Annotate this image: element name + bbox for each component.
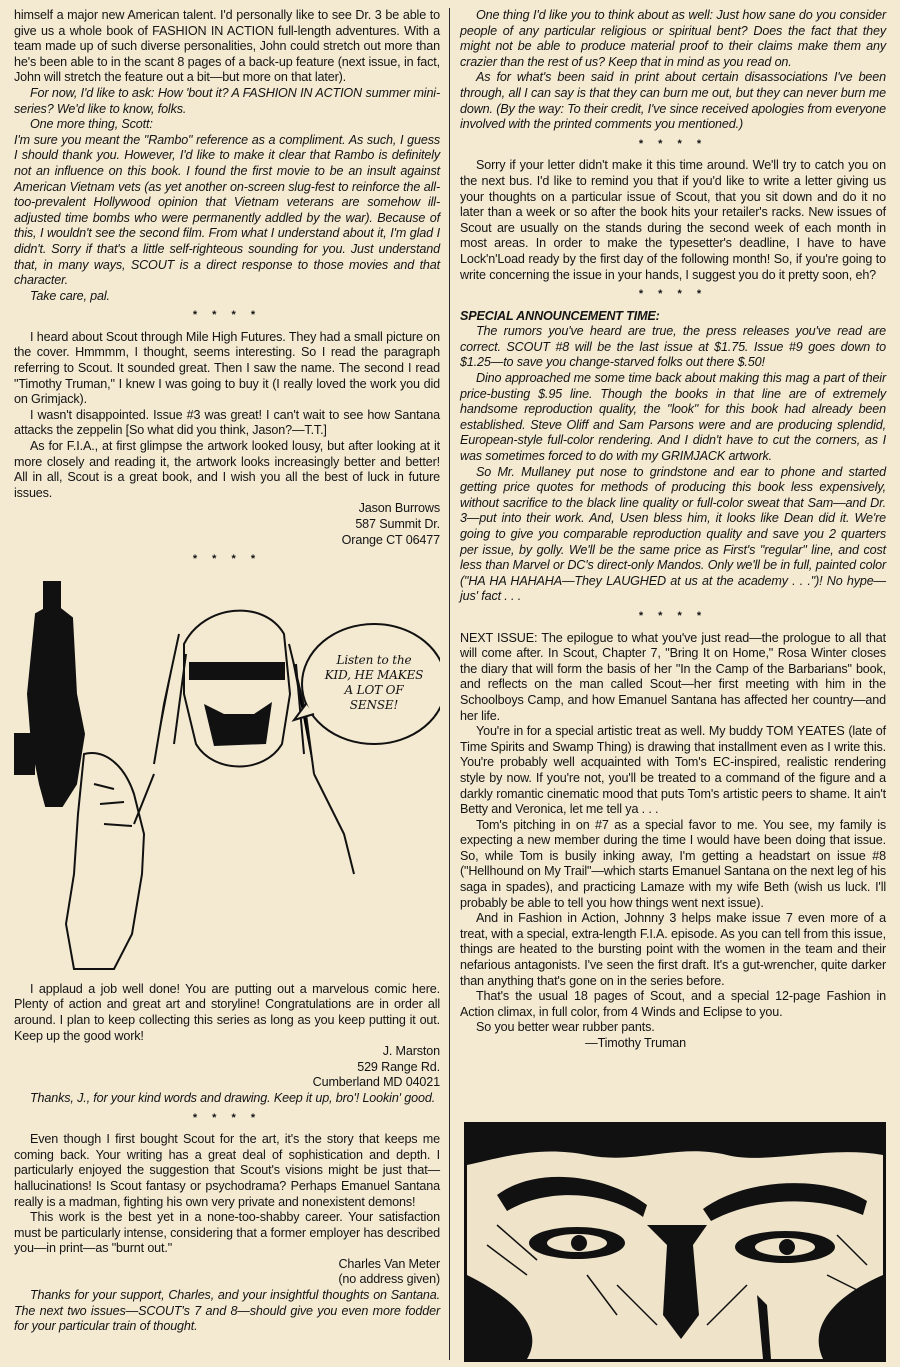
signature-name: Jason Burrows <box>358 501 440 516</box>
signature-name: Charles Van Meter <box>338 1256 440 1271</box>
section-separator: * * * * <box>638 609 708 622</box>
section-separator: * * * * <box>192 1111 262 1124</box>
speech-bubble-text: Listen to the KID, HE MAKES A LOT OF SENSE! <box>324 652 424 712</box>
paragraph: Sorry if your letter didn't make it this time around. We'll try to catch you on the next bus. I'd like to remind you that if you'd like to write a letter giving us your thoughts on a particular issue of Scout, that you sit down and do it no later than a week or so after the book hits your retailer's racks. New issues of Scout are usually on the stands during the second week of each month in most areas. In order to make the typesetter's deadline, I have to have Lock'n'Load ready by the first day of the following month! So, if you're going to write concerning the issue in your hands, I suggest you do it pretty soon, eh? <box>460 158 886 282</box>
signature-address: 587 Summit Dr. <box>355 517 440 531</box>
paragraph: One thing I'd like you to think about as well: Just how sane do you consider people of any particular religious or spiritual bent? Does the fact that they might not be able to produce material proof to their claims make them any crazier than the rest of us? Keep that in mind as you read on. <box>460 8 886 69</box>
letter-paragraph: Even though I first bought Scout for the art, it's the story that keeps me coming back. Your writing has a great deal of sophistication and depth. I particularly enjoyed the suggestion that Scout's visions might be just that—hallucinations! Is Scout fantasy or psychodrama? Perhaps Emanuel Santana really is a madman, fighting his own very private and nonexistent demons! <box>14 1132 440 1209</box>
paragraph: As for what's been said in print about certain disassociations I've been through, all I can say is that they can burn me out, but they can never burn me down. (By the way: To their credit, I've since received apologies from everyone involved with the printed comments you mentioned.) <box>460 70 886 132</box>
signature-name: J. Marston <box>382 1044 440 1059</box>
eyes-svg <box>467 1125 883 1359</box>
letter-paragraph: I heard about Scout through Mile High Futures. They had a small picture on the cover. Hmmmm, I thought, seems interesting. So I read the paragraph referring to Scout. It sounded great. Then I saw the name. The second I read "Timothy Truman," I knew I was going to buy it (I really loved the work you did on Grimjack). <box>14 329 440 407</box>
reply-paragraph: Thanks, J., for your kind words and drawing. Keep it up, bro'! Lookin' good. <box>30 1090 436 1105</box>
paragraph: Take care, pal. <box>30 288 110 303</box>
letter-paragraph: This work is the best yet in a none-too-shabby career. Your satisfaction must be particularly intense, considering that a former employer has described you—in print—as "burnt out." <box>14 1210 440 1256</box>
reply-paragraph: Thanks for your support, Charles, and your insightful thoughts on Santana. The next two issues—SCOUT's 7 and 8—should give you even more fodder for your particular train of thought. <box>14 1288 440 1334</box>
next-issue-paragraph: So you better wear rubber pants. <box>476 1020 655 1035</box>
signoff: —Timothy Truman <box>585 1036 686 1050</box>
letter-paragraph: I applaud a job well done! You are putting out a marvelous comic here. Plenty of action and great art and storyline! Congratulations are in order all around. I plan to keep collecting this series as long as you keep putting it out. Keep up the good work! <box>14 981 440 1043</box>
announcement-heading: SPECIAL ANNOUNCEMENT TIME: <box>460 308 660 323</box>
announcement-paragraph: The rumors you've heard are true, the press releases you've read are correct. SCOUT #8 will be the last issue at $1.75. Issue #9 goes down to $1.25—to save you change-starved folks out there $.50! <box>460 324 886 370</box>
next-issue-paragraph: NEXT ISSUE: The epilogue to what you've just read—the prologue to all that will come after. In Scout, Chapter 7, "Bring It on Home," Rosa Winter closes the diary that will form the basis of her "In the Camp of the Barbarians" book, and reflects on the man called Scout—her first meeting with him in the Schoolboys Camp, and how Emanuel Santana has affected her country—and her life. <box>460 630 886 723</box>
closeup-eyes-illustration <box>464 1122 886 1362</box>
drawing-svg <box>14 574 440 974</box>
reader-drawing <box>14 574 440 974</box>
signature-address: (no address given) <box>338 1272 440 1287</box>
next-issue-paragraph: You're in for a special artistic treat as well. My buddy TOM YEATES (late of Time Spirits and Swamp Thing) is drawing that installment even as I write this. You're probably well acquainted with Tom's EC-inspired, realistic rendering style by now. If you're not, you'll be treated to a command of the figure and a darkly romantic cinematic mood that puts Tom's artistic peers to shame. It ain't Betty and Veronica, let me tell ya . . . <box>460 724 886 817</box>
letter-paragraph: I wasn't disappointed. Issue #3 was great! I can't wait to see how Santana attacks the zeppelin [So what did you think, Jason?—T.T.] <box>14 407 440 438</box>
announcement-paragraph: Dino approached me some time back about making this mag a part of their price-busting $.95 line. Though the books in that line are of extremely handsome reproduction quality, the "look" for this book had already been established. Steve Oliff and Sam Parsons were and are producing splendid, European-style full-color rendering. And I didn't have to cut the corners, as I was sometimes forced to do with my GRIMJACK artwork. <box>460 371 886 464</box>
signature-city: Cumberland MD 04021 <box>312 1075 440 1090</box>
right-column <box>460 8 886 1052</box>
paragraph: One more thing, Scott: <box>30 117 153 132</box>
paragraph: himself a major new American talent. I'd personally like to see Dr. 3 be able to give us a whole book of FASHION IN ACTION full-length adventures. With a team made up of such diverse personalities, John could stretch out more than he's been able to in the scant 8 pages of a back-up feature (next issue, in fact, John will stretch the feature out a bit—but more on that later). <box>14 8 440 85</box>
section-separator: * * * * <box>192 309 262 322</box>
signature-address: 529 Range Rd. <box>357 1059 440 1074</box>
paragraph: For now, I'd like to ask: How 'bout it? A FASHION IN ACTION summer mini-series? We'd like to know, folks. <box>14 85 440 116</box>
next-issue-paragraph: That's the usual 18 pages of Scout, and a special 12-page Fashion in Action climax, in full color, from 4 Winds and Eclipse to you. <box>460 989 886 1019</box>
next-issue-paragraph: And in Fashion in Action, Johnny 3 helps make issue 7 even more of a treat, with a special, extra-length F.I.A. episode. As you can tell from this issue, things are heated to the bursting point with the women in the team and their nefarious antagonists. I've seen the first draft. It's a gut-wrencher, quite darker than anything that's gone on in the series before. <box>460 911 886 988</box>
column-divider <box>449 8 450 1360</box>
section-separator: * * * * <box>638 137 708 150</box>
section-separator: * * * * <box>192 553 262 566</box>
next-issue-paragraph: Tom's pitching in on #7 as a special favor to me. You see, my family is expecting a new member during the time I would have been doing that issue. So, while Tom is busily inking away, I'm getting a headstart on issue #8 ("Hellhound on My Trail"—which starts Emanuel Santana on the next leg of his saga in spades), and practicing Lamaze with my wife Beth (wish us luck. I'll probably be able to tell you how things went next issue). <box>460 817 886 910</box>
paragraph: I'm sure you meant the "Rambo" reference as a compliment. As such, I guess I should thank you. However, I'd like to make it clear that Rambo is definitely not an influence on this book. I found the first movie to be an insult against American Vietnam vets (as yet another on-screen slug-fest to reinforce the all-too-prevalent Hollywood opinion that Vietnam veterans are somehow ill-adjusted time bombs who were permanently addled by the war). Because of this, I wouldn't see the second film. From what I understand about it, I'm glad I didn't. Sorry if that's a little self-righteous sounding for you. Just understand that, in many ways, SCOUT is a direct response to those movies and that character. <box>14 132 440 288</box>
announcement-paragraph: So Mr. Mullaney put nose to grindstone and ear to phone and started getting price quotes for methods of producing this book less expensively, without sacrifice to the black line quality or full-color sweat that Sam—and Dr. 3—put into their work. And, Usen bless him, it looks like Dean did it. We're going to give you comparable reproduction quality and save you 2 quarters per issue, by golly. We'll be the same price as First's "regular" line, and cost less than Marvel or DC's direct-only Mandos. Only we'll be in full, painted color ("HA HA HAHAHA—They LAUGHED at us at the academy . . .")! No hype—jus' fact . . . <box>460 464 886 604</box>
left-column <box>14 8 440 1335</box>
section-separator: * * * * <box>638 288 708 301</box>
signature-city: Orange CT 06477 <box>341 532 440 547</box>
letter-paragraph: As for F.I.A., at first glimpse the artwork looked lousy, but after looking at it more closely and reading it, the artwork looks increasingly better and better! All in all, Scout is a great book, and I wish you all the best of luck in future issues. <box>14 439 440 500</box>
